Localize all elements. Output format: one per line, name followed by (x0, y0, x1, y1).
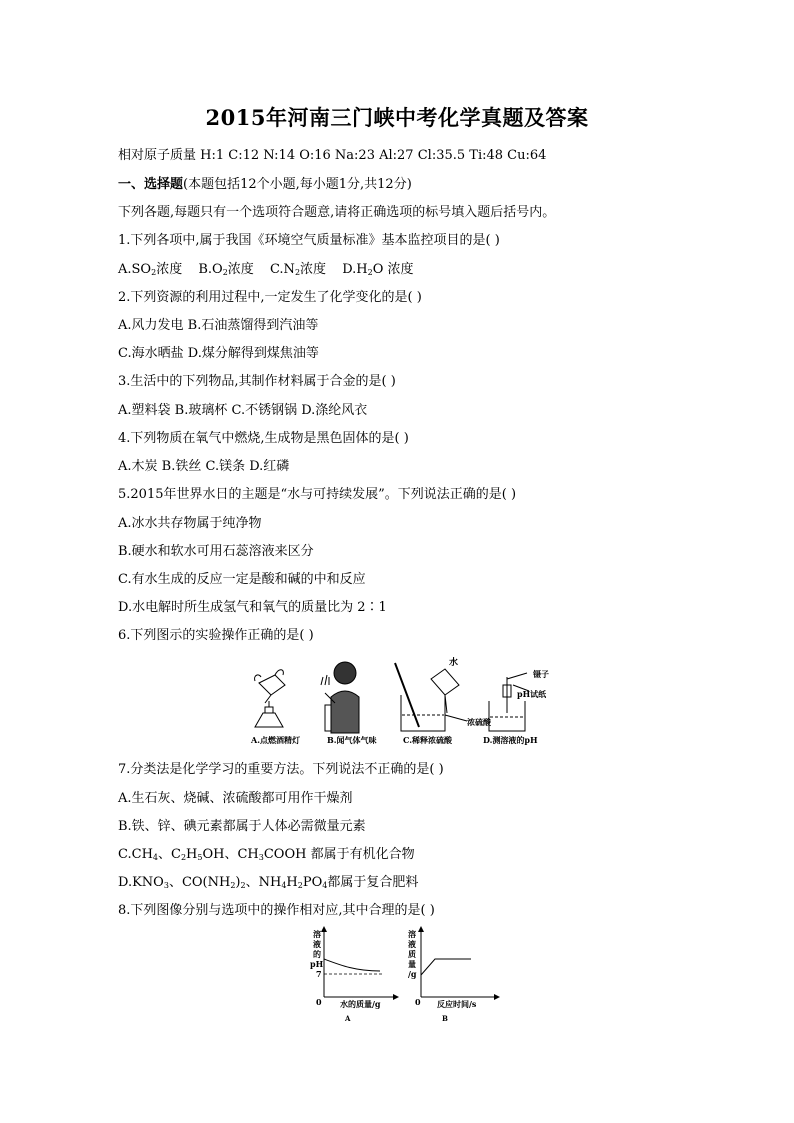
graph-a-xlabel: 水的质量/g (340, 999, 381, 1009)
q7-option-d: $D.KNO_3$、$CO(NH_2)_2$、$NH_4H_2PO_4$都属于复合肥料 (118, 875, 419, 890)
q5-option-d: D.水电解时所生成氢气和氧气的质量比为 2∶1 (118, 600, 387, 615)
q2-options-row1: A.风力发电 B.石油蒸馏得到汽油等 (118, 318, 319, 333)
graph-b-ylabel-2: 液 (408, 939, 416, 949)
q6-caption-c: C.稀释浓硫酸 (403, 735, 453, 745)
q1-options (118, 261, 414, 282)
page-title: 2015年河南三门峡中考化学真题及答案 (205, 105, 589, 130)
q2-options-row2: C.海水晒盐 D.煤分解得到煤焦油等 (118, 346, 319, 361)
graph-a-origin: 0 (316, 997, 322, 1007)
q6-label-acid: 浓硫酸 (467, 717, 491, 727)
q6-caption-a: A.点燃酒精灯 (251, 735, 300, 745)
q1-option-a: $A.SO_2$浓度 (118, 262, 183, 277)
q6-label-ph-paper: pH试纸 (517, 689, 547, 699)
graph-a-ylabel-2: 液 (313, 939, 321, 949)
graph-a-ylabel-1: 溶 (313, 929, 321, 939)
q8-stem: 8.下列图像分别与选项中的操作相对应,其中合理的是( ) (118, 903, 435, 918)
graph-b (405, 925, 505, 1025)
q7-stem: 7.分类法是化学学习的重要方法。下列说法不正确的是( ) (118, 762, 444, 777)
q5-stem: 5.2015年世界水日的主题是“水与可持续发展”。下列说法正确的是( ) (118, 487, 517, 502)
graph-b-ylabel-5: /g (408, 969, 417, 979)
graph-a (300, 925, 400, 1025)
q5-option-a: A.冰水共存物属于纯净物 (118, 516, 262, 531)
graph-b-caption: B (442, 1014, 448, 1023)
graph-b-xlabel: 反应时间/s (437, 999, 477, 1009)
graph-a-curve (324, 959, 380, 971)
section-note: (本题包括12个小题,每小题1分,共12分) (183, 177, 412, 192)
q3-stem: 3.生活中的下列物品,其制作材料属于合金的是( ) (118, 374, 396, 389)
graph-a-tick-7: 7 (316, 969, 322, 979)
q6-label-water: 水 (449, 658, 459, 668)
graph-a-caption: A (345, 1014, 351, 1023)
q7-option-a: A.生石灰、烧碱、浓硫酸都可用作干燥剂 (118, 791, 353, 806)
graph-b-origin: 0 (415, 997, 421, 1007)
graph-b-curve (421, 959, 471, 975)
q2-stem: 2.下列资源的利用过程中,一定发生了化学变化的是( ) (118, 290, 422, 305)
alcohol-lamp-illustration (255, 670, 285, 727)
q3-options: A.塑料袋 B.玻璃杯 C.不锈钢锅 D.涤纶风衣 (118, 403, 368, 418)
graph-b-ylabel-1: 溶 (408, 929, 416, 939)
section-heading (118, 176, 412, 194)
graph-b-ylabel-3: 质 (408, 949, 416, 959)
graph-a-ylabel-4: pH (310, 959, 324, 969)
q5-option-c: C.有水生成的反应一定是酸和碱的中和反应 (118, 572, 366, 587)
section-title: 一、选择题 (118, 177, 184, 192)
graph-b-ylabel-4: 量 (408, 959, 416, 969)
graph-a-ylabel-3: 的 (313, 949, 321, 959)
q1-stem: 1.下列各项中,属于我国《环境空气质量标准》基本监控项目的是( ) (118, 233, 500, 248)
q5-option-b: B.硬水和软水可用石蕊溶液来区分 (118, 544, 314, 559)
ph-test-illustration (489, 673, 529, 731)
atomic-mass-line: 相对原子质量 H:1 C:12 N:14 O:16 Na:23 Al:27 Cl:35.5 Ti:48 Cu:64 (118, 148, 547, 163)
instruction-text: 下列各题,每题只有一个选项符合题意,请将正确选项的标号填入题后括号内。 (118, 205, 556, 220)
q7-option-b: B.铁、锌、碘元素都属于人体必需微量元素 (118, 819, 366, 834)
q1-option-d: $D.H_2O$ 浓度 (342, 262, 414, 277)
q6-caption-b: B.闻气体气味 (327, 735, 377, 745)
q4-options: A.木炭 B.铁丝 C.镁条 D.红磷 (118, 459, 290, 474)
q1-option-b: $B.O_2$浓度 (198, 262, 254, 277)
dilute-acid-illustration (395, 663, 467, 731)
q6-label-tweezers: 镊子 (533, 669, 549, 679)
q1-option-c: $C.N_2$浓度 (269, 262, 327, 277)
q4-stem: 4.下列物质在氧气中燃烧,生成物是黑色固体的是( ) (118, 431, 409, 446)
q6-caption-d: D.测溶液的pH (483, 735, 538, 745)
q6-figure (245, 655, 555, 750)
person-smelling-illustration (321, 662, 359, 733)
q6-stem: 6.下列图示的实验操作正确的是( ) (118, 628, 314, 643)
q7-option-c: $C.CH_4$、$C_2H_5OH$、$CH_3COOH$ 都属于有机化合物 (118, 847, 415, 862)
